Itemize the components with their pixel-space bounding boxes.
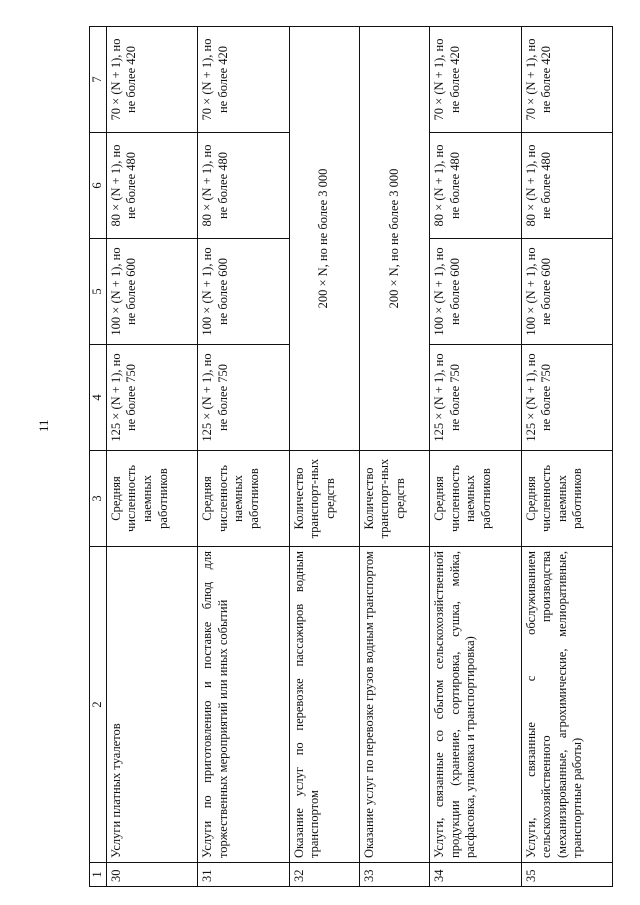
row-number: 33 — [359, 863, 429, 887]
header-row — [90, 27, 107, 887]
header-col-3: 3 — [90, 451, 107, 547]
rate-col-6: 80 × (N + 1), но не более 480 — [106, 133, 197, 239]
physical-indicator: Количество транспорт-ных средств — [359, 451, 429, 547]
header-col-6: 6 — [90, 133, 107, 239]
rate-col-4: 125 × (N + 1), но не более 750 — [106, 345, 197, 451]
table-row — [521, 27, 613, 887]
rate-col-4: 125 × (N + 1), но не более 750 — [198, 345, 289, 451]
rotated-table-wrapper — [89, 27, 613, 887]
rate-col-5: 100 × (N + 1), но не более 600 — [521, 239, 613, 345]
rate-col-5: 100 × (N + 1), но не более 600 — [198, 239, 289, 345]
rate-col-7: 70 × (N + 1), но не более 420 — [430, 27, 521, 133]
page-number: 11 — [36, 419, 51, 432]
physical-indicator: Количество транспорт-ных средств — [289, 451, 359, 547]
rate-col-5: 100 × (N + 1), но не более 600 — [430, 239, 521, 345]
physical-indicator: Средняя численность наемных работников — [198, 451, 289, 547]
header-col-1: 1 — [90, 863, 107, 887]
rate-col-7: 70 × (N + 1), но не более 420 — [106, 27, 197, 133]
rate-col-7: 70 × (N + 1), но не более 420 — [198, 27, 289, 133]
service-description: Услуги, связанные с обслуживанием сельскохозяйственного производства (механизированные, агрохимические, мелиоративные, транспортные работы) — [521, 547, 613, 863]
rate-col-5: 100 × (N + 1), но не более 600 — [106, 239, 197, 345]
table-row — [359, 27, 429, 887]
service-description: Оказание услуг по перевозке пассажиров водным транспортом — [289, 547, 359, 863]
row-number: 34 — [430, 863, 521, 887]
tariff-table — [89, 26, 613, 887]
physical-indicator: Средняя численность наемных работников — [430, 451, 521, 547]
header-col-5: 5 — [90, 239, 107, 345]
rate-col-4: 125 × (N + 1), но не более 750 — [430, 345, 521, 451]
service-description: Оказание услуг по перевозке грузов водным транспортом — [359, 547, 429, 863]
table-row — [430, 27, 521, 887]
table-row — [289, 27, 359, 887]
merged-rate-cell: 200 × N, но не более 3 000 — [289, 27, 359, 451]
rate-col-6: 80 × (N + 1), но не более 480 — [198, 133, 289, 239]
merged-rate-cell: 200 × N, но не более 3 000 — [359, 27, 429, 451]
row-number: 32 — [289, 863, 359, 887]
row-number: 31 — [198, 863, 289, 887]
physical-indicator: Средняя численность наемных работников — [521, 451, 613, 547]
physical-indicator: Средняя численность наемных работников — [106, 451, 197, 547]
table-row — [106, 27, 197, 887]
row-number: 30 — [106, 863, 197, 887]
rate-col-6: 80 × (N + 1), но не более 480 — [430, 133, 521, 239]
table-row — [198, 27, 289, 887]
row-number: 35 — [521, 863, 613, 887]
service-description: Услуги платных туалетов — [106, 547, 197, 863]
service-description: Услуги по приготовлению и поставке блюд для торжественных мероприятий или иных событий — [198, 547, 289, 863]
rate-col-7: 70 × (N + 1), но не более 420 — [521, 27, 613, 133]
header-col-7: 7 — [90, 27, 107, 133]
rate-col-6: 80 × (N + 1), но не более 480 — [521, 133, 613, 239]
header-col-4: 4 — [90, 345, 107, 451]
header-col-2: 2 — [90, 547, 107, 863]
rate-col-4: 125 × (N + 1), но не более 750 — [521, 345, 613, 451]
service-description: Услуги, связанные со сбытом сельскохозяйственной продукции (хранение, сортировка, сушка, мойка, расфасовка, упаковка и транспортировка) — [430, 547, 521, 863]
